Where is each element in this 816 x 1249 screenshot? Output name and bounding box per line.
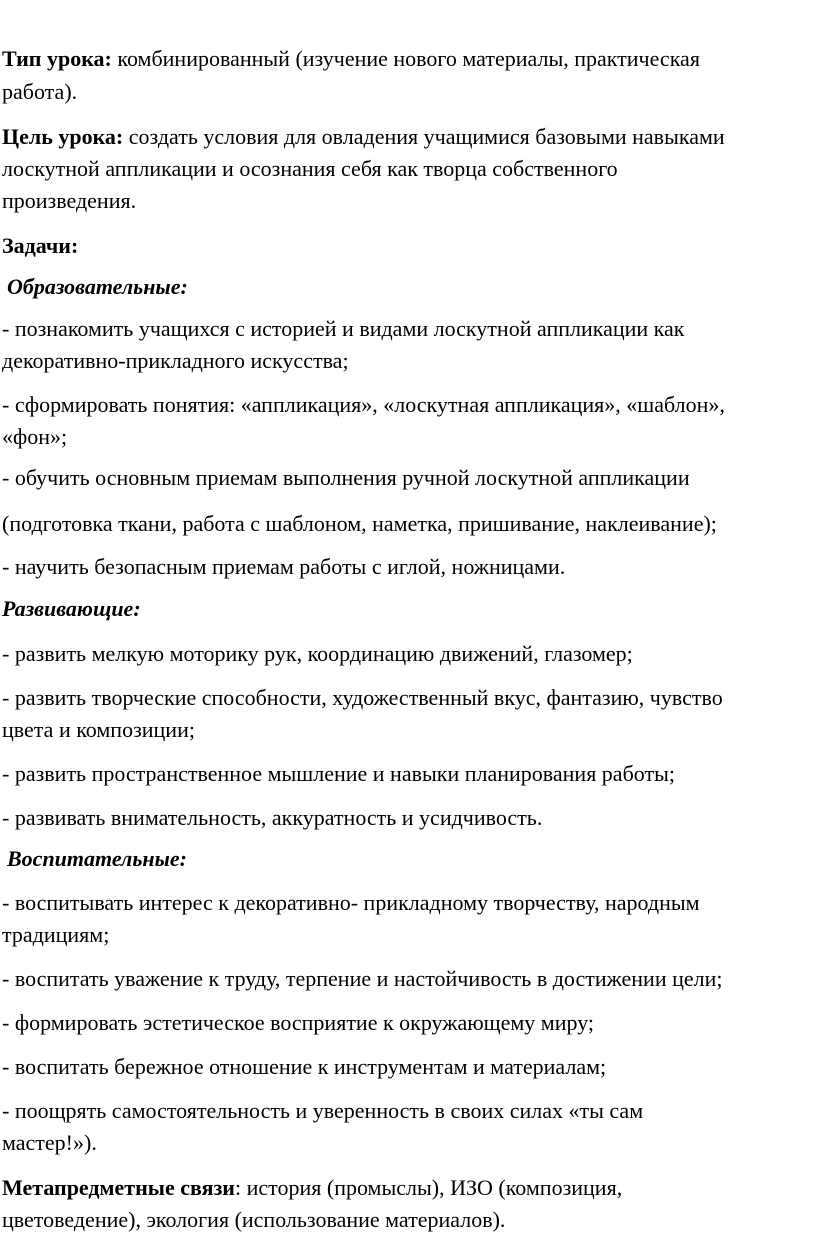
upbringing-item: - воспитывать интерес к декоративно- прикладному творчеству, народным [2, 890, 700, 915]
lesson-type-line-1 [2, 43, 700, 75]
developmental-item: - развить мелкую моторику рук, координацию движений, глазомер; [2, 641, 633, 666]
lesson-type-line-2: работа). [2, 79, 78, 104]
educational-item: - сформировать понятия: «аппликация», «лоскутная аппликация», «шаблон», [2, 392, 725, 417]
developmental-item: - развивать внимательность, аккуратность и усидчивость. [2, 805, 543, 830]
educational-heading: Образовательные: [7, 274, 188, 299]
meta-line-2: цветоведение), экология (использование материалов). [2, 1207, 506, 1232]
upbringing-item: мастер!»). [2, 1130, 97, 1155]
goal-line-3: произведения. [2, 188, 137, 213]
educational-item: - научить безопасным приемам работы с иглой, ножницами. [2, 554, 566, 579]
educational-item: - познакомить учащихся с историей и видами лоскутной аппликации как [2, 316, 685, 341]
developmental-item: - развить пространственное мышление и навыки планирования работы; [2, 761, 675, 786]
lesson-type-label: Тип урока: [2, 46, 112, 71]
educational-item: (подготовка ткани, работа с шаблоном, наметка, пришивание, наклеивание); [2, 511, 717, 536]
developmental-heading: Развивающие: [2, 596, 141, 621]
upbringing-item: - формировать эстетическое восприятие к окружающему миру; [2, 1010, 595, 1035]
upbringing-item: традициям; [2, 922, 110, 947]
goal-line-1 [2, 121, 725, 153]
educational-item: «фон»; [2, 424, 68, 449]
upbringing-item: - воспитать бережное отношение к инструментам и материалам; [2, 1054, 607, 1079]
upbringing-item: - воспитать уважение к труду, терпение и настойчивость в достижении цели; [2, 966, 723, 991]
upbringing-item: - поощрять самостоятельность и уверенность в своих силах «ты сам [2, 1098, 644, 1123]
developmental-item: цвета и композиции; [2, 717, 195, 742]
educational-item: декоративно-прикладного искусства; [2, 348, 349, 373]
upbringing-heading: Воспитательные: [7, 846, 187, 871]
goal-line-2: лоскутной аппликации и осознания себя как творца собственного [2, 156, 618, 181]
meta-line-1 [2, 1172, 622, 1204]
goal-label: Цель урока: [2, 124, 124, 149]
lesson-type-text: комбинированный (изучение нового материалы, практическая [111, 46, 700, 71]
educational-item: - обучить основным приемам выполнения ручной лоскутной аппликации [2, 465, 690, 490]
meta-label: Метапредметные связи [2, 1175, 235, 1200]
tasks-heading: Задачи: [2, 233, 79, 258]
developmental-item: - развить творческие способности, художественный вкус, фантазию, чувство [2, 685, 723, 710]
meta-text: : история (промыслы), ИЗО (композиция, [235, 1175, 623, 1200]
goal-text: создать условия для овладения учащимися базовыми навыками [123, 124, 725, 149]
